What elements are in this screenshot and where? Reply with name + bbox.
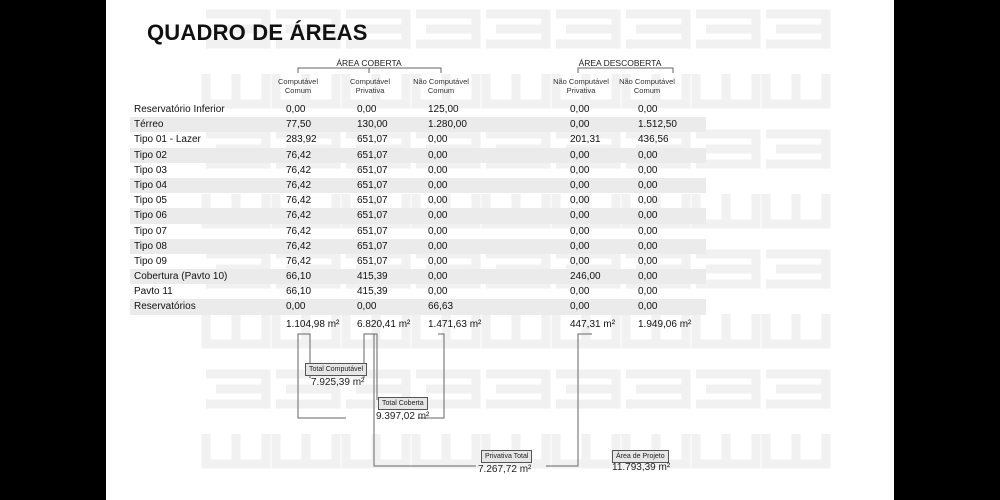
row-label: Tipo 04 [134,179,167,191]
cell-descoberta-privativa: 0,00 [570,164,590,176]
cell-descoberta-comum: 0,00 [638,179,658,191]
cell-computavel-privativa: 651,07 [357,164,388,176]
row-label: Tipo 09 [134,255,167,267]
row-label: Pavto 11 [134,286,173,298]
cell-nao-computavel-comum: 0,00 [428,255,448,267]
cell-descoberta-privativa: 0,00 [570,240,590,252]
table-row [130,208,706,223]
group-header-area-descoberta: ÁREA DESCOBERTA [578,58,662,68]
column-header-line: Computável [277,77,319,86]
cell-computavel-comum: 66,10 [286,286,312,298]
cell-descoberta-privativa: 0,00 [570,286,590,298]
area-projeto-label: Área de Projeto [612,450,669,463]
total-coberta-value: 9.397,02 m² [376,411,430,422]
column-header [344,77,396,95]
row-label: Cobertura (Pavto 10) [134,271,228,283]
table-row [130,163,706,178]
cell-computavel-comum: 283,92 [286,134,317,146]
column-header-line: Comum [633,86,661,95]
cell-computavel-privativa: 415,39 [357,271,388,283]
cell-computavel-comum: 76,42 [286,195,312,207]
total-computavel-privativa: 6.820,41 m² [357,319,411,330]
table-row [130,224,706,239]
column-header-line: Privativa [566,86,596,95]
cell-computavel-comum: 66,10 [286,271,312,283]
cell-nao-computavel-comum: 0,00 [428,179,448,191]
row-label: Reservatórios [134,301,196,313]
cell-nao-computavel-comum: 0,00 [428,271,448,283]
cell-descoberta-privativa: 0,00 [570,149,590,161]
total-computavel-value: 7.925,39 m² [311,377,365,388]
cell-descoberta-comum: 0,00 [638,301,658,313]
cell-nao-computavel-comum: 0,00 [428,210,448,222]
cell-descoberta-comum: 0,00 [638,149,658,161]
table-row [130,239,706,254]
page-title: QUADRO DE ÁREAS [147,20,368,45]
cell-descoberta-comum: 1.512,50 [638,119,677,131]
cell-descoberta-privativa: 0,00 [570,119,590,131]
table-row [130,269,706,284]
cell-descoberta-privativa: 0,00 [570,210,590,222]
total-coberta-label: Total Coberta [378,397,428,410]
table-row [130,102,706,117]
table-row [130,132,706,147]
row-label: Tipo 01 - Lazer [134,134,201,146]
table-row [130,117,706,132]
row-label: Reservatório Inferior [134,104,225,115]
cell-computavel-privativa: 0,00 [357,301,377,313]
cell-nao-computavel-comum: 0,00 [428,134,448,146]
table-row [130,254,706,269]
column-header [410,77,472,95]
total-descoberta-privativa: 447,31 m² [570,319,616,330]
cell-descoberta-comum: 0,00 [638,164,658,176]
cell-nao-computavel-comum: 0,00 [428,164,448,176]
cell-descoberta-privativa: 0,00 [570,255,590,267]
cell-nao-computavel-comum: 1.280,00 [428,119,467,131]
area-projeto-value: 11.793,39 m² [612,462,671,473]
column-header-line: Privativa [355,86,385,95]
cell-descoberta-comum: 0,00 [638,210,658,222]
cell-computavel-privativa: 651,07 [357,240,388,252]
column-header-line: Computável [349,77,391,86]
cell-descoberta-privativa: 0,00 [570,195,590,207]
totals-row [130,317,706,332]
row-label: Tipo 07 [134,225,167,237]
cell-computavel-comum: 76,42 [286,255,312,267]
cell-computavel-comum: 76,42 [286,149,312,161]
cell-computavel-comum: 0,00 [286,104,306,115]
cell-computavel-comum: 76,42 [286,240,312,252]
cell-descoberta-privativa: 0,00 [570,179,590,191]
cell-nao-computavel-comum: 0,00 [428,195,448,207]
table-row [130,284,706,299]
row-label: Tipo 03 [134,164,167,176]
cell-computavel-comum: 76,42 [286,210,312,222]
cell-descoberta-comum: 0,00 [638,240,658,252]
row-label: Tipo 06 [134,210,167,222]
cell-descoberta-comum: 0,00 [638,225,658,237]
cell-computavel-privativa: 415,39 [357,286,388,298]
table-row [130,193,706,208]
cell-computavel-privativa: 130,00 [357,119,388,131]
privativa-total-value: 7.267,72 m² [478,464,532,475]
column-header-line: Comum [284,86,312,95]
cell-computavel-privativa: 651,07 [357,210,388,222]
cell-computavel-comum: 77,50 [286,119,312,131]
cell-computavel-privativa: 0,00 [357,104,377,115]
cell-descoberta-privativa: 201,31 [570,134,601,146]
privativa-total-label: Privativa Total [481,450,532,463]
total-nao-computavel-comum: 1.471,63 m² [428,319,482,330]
table-row [130,299,706,314]
row-label: Tipo 05 [134,195,167,207]
cell-computavel-privativa: 651,07 [357,255,388,267]
column-header-line: Não Computável [619,77,675,86]
column-header-line: Comum [427,86,455,95]
document-sheet [106,0,894,500]
row-label: Térreo [134,119,164,131]
cell-descoberta-privativa: 0,00 [570,225,590,237]
column-header [272,77,324,95]
cell-descoberta-privativa: 0,00 [570,301,590,313]
cell-computavel-comum: 76,42 [286,179,312,191]
cell-nao-computavel-comum: 125,00 [428,104,459,115]
areas-table [130,102,706,315]
cell-computavel-privativa: 651,07 [357,195,388,207]
cell-nao-computavel-comum: 0,00 [428,225,448,237]
total-descoberta-comum: 1.949,06 m² [638,319,692,330]
cell-nao-computavel-comum: 0,00 [428,286,448,298]
cell-nao-computavel-comum: 66,63 [428,301,454,313]
row-label: Tipo 02 [134,149,167,161]
cell-computavel-privativa: 651,07 [357,225,388,237]
cell-descoberta-comum: 0,00 [638,271,658,283]
cell-computavel-privativa: 651,07 [357,134,388,146]
table-row [130,148,706,163]
cell-computavel-comum: 0,00 [286,301,306,313]
cell-nao-computavel-comum: 0,00 [428,240,448,252]
column-header-line: Não Computável [413,77,469,86]
group-header-area-coberta: ÁREA COBERTA [336,58,402,68]
cell-nao-computavel-comum: 0,00 [428,149,448,161]
total-computavel-comum: 1.104,98 m² [286,319,340,330]
cell-computavel-comum: 76,42 [286,164,312,176]
cell-computavel-privativa: 651,07 [357,179,388,191]
cell-descoberta-comum: 0,00 [638,104,658,115]
row-label: Tipo 08 [134,240,167,252]
cell-descoberta-comum: 436,56 [638,134,669,146]
cell-descoberta-privativa: 246,00 [570,271,601,283]
cell-computavel-comum: 76,42 [286,225,312,237]
cell-descoberta-comum: 0,00 [638,286,658,298]
total-computavel-label: Total Computável [305,363,367,376]
cell-descoberta-privativa: 0,00 [570,104,590,115]
column-header [550,77,612,95]
cell-descoberta-comum: 0,00 [638,255,658,267]
column-header-line: Não Computável [553,77,609,86]
cell-descoberta-comum: 0,00 [638,195,658,207]
cell-computavel-privativa: 651,07 [357,149,388,161]
column-header [616,77,678,95]
table-row [130,178,706,193]
